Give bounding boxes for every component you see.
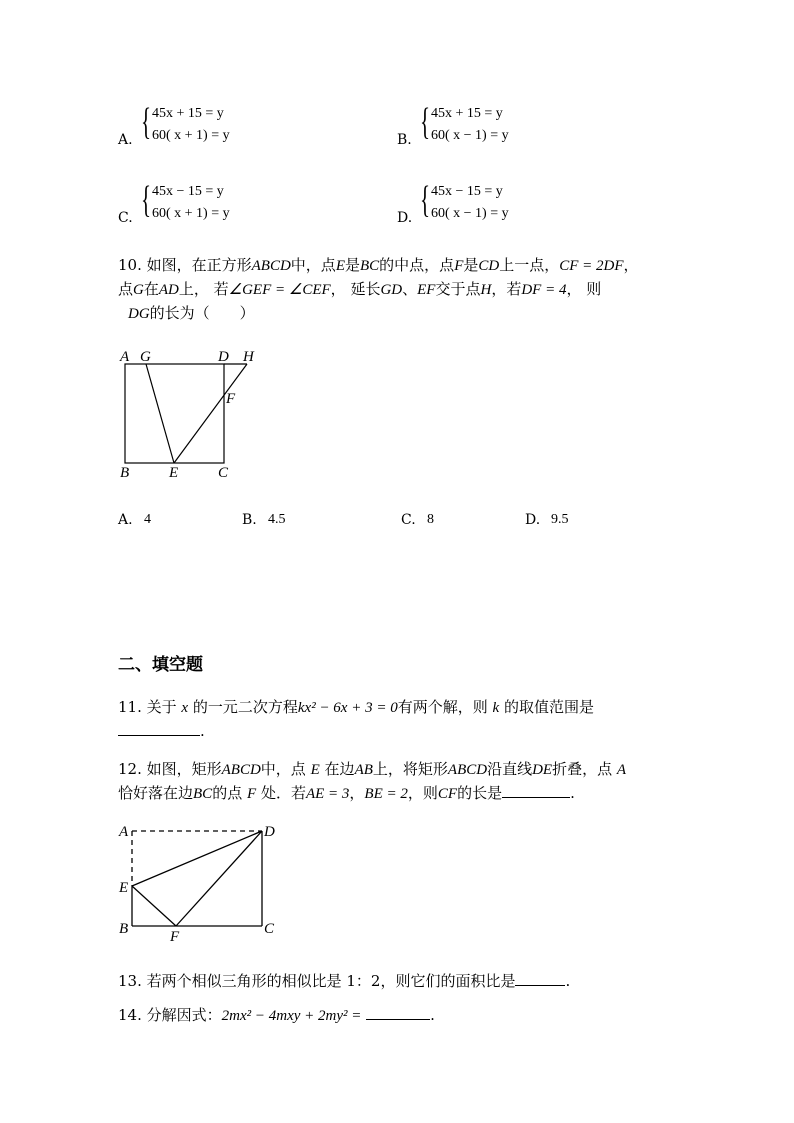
answer-blank[interactable] <box>118 721 200 736</box>
option-letter: A. <box>118 512 133 528</box>
segment-ge <box>146 364 174 463</box>
equation-2: 60( x + 1) = y <box>152 128 230 143</box>
label-c: C <box>264 921 275 937</box>
equation-1: 45x + 15 = y <box>152 106 224 121</box>
section-title: 二、填空题 <box>118 655 203 675</box>
option-value: 4 <box>144 512 151 527</box>
q10-line-3: DG的长为（ ） <box>128 304 255 322</box>
label-b: B <box>120 465 130 481</box>
label-c: C <box>218 465 229 481</box>
q11-line-1: 11. 关于 x 的一元二次方程kx² − 6x + 3 = 0有两个解，则 k 的取值范围是 <box>118 698 594 716</box>
q10-figure <box>110 340 270 485</box>
option-letter: B. <box>242 512 257 528</box>
label-g: G <box>140 349 151 365</box>
segment-fd <box>176 831 262 926</box>
q12-line-2: 恰好落在边BC的点 F 处．若AE = 3，BE = 2，则CF的长是 . <box>118 784 575 802</box>
answer-blank[interactable] <box>366 1005 430 1020</box>
equation-2: 60( x − 1) = y <box>431 206 509 221</box>
q14-line: 14. 分解因式：2mx² − 4mxy + 2my² = . <box>118 1006 435 1024</box>
equation-1: 45x + 15 = y <box>431 106 503 121</box>
brace-icon: { <box>420 179 431 221</box>
option-letter: C. <box>401 512 416 528</box>
option-value: 8 <box>427 512 434 527</box>
label-d: D <box>264 824 275 840</box>
brace-icon: { <box>141 101 152 143</box>
segment-ed <box>132 831 262 886</box>
equation-2: 60( x + 1) = y <box>152 206 230 221</box>
option-letter: B. <box>397 132 412 148</box>
option-value: 9.5 <box>551 512 569 527</box>
option-letter: D. <box>397 210 413 226</box>
option-letter: D. <box>525 512 541 528</box>
q10-line-1: 10. 如图，在正方形ABCD中，点E是BC的中点，点F是CD上一点，CF = 2DF， <box>118 256 639 274</box>
q10-line-2: 点G在AD上， 若∠GEF = ∠CEF， 延长GD、EF交于点H，若DF = 4， 则 <box>118 280 602 298</box>
segment-ef <box>132 886 176 926</box>
label-f: F <box>170 929 180 945</box>
label-d: D <box>218 349 229 365</box>
square-abcd <box>125 364 224 463</box>
q12-line-1: 12. 如图，矩形ABCD中，点 E 在边AB上，将矩形ABCD沿直线DE折叠，点 A <box>118 760 627 778</box>
label-e: E <box>119 880 129 896</box>
q13-line: 13. 若两个相似三角形的相似比是 1：2，则它们的面积比是 . <box>118 972 571 990</box>
option-value: 4.5 <box>268 512 286 527</box>
label-h: H <box>243 349 254 365</box>
label-a: A <box>119 824 129 840</box>
option-letter: A. <box>118 132 133 148</box>
label-b: B <box>119 921 129 937</box>
answer-blank[interactable] <box>502 783 570 798</box>
label-e: E <box>169 465 179 481</box>
brace-icon: { <box>141 179 152 221</box>
segment-eh <box>174 364 247 463</box>
option-letter: C. <box>118 210 133 226</box>
equation-1: 45x − 15 = y <box>152 184 224 199</box>
equation-2: 60( x − 1) = y <box>431 128 509 143</box>
label-f: F <box>226 391 236 407</box>
brace-icon: { <box>420 101 431 143</box>
label-a: A <box>120 349 130 365</box>
q12-figure <box>110 815 290 945</box>
equation-1: 45x − 15 = y <box>431 184 503 199</box>
answer-blank[interactable] <box>515 971 565 986</box>
q11-line-2: . <box>118 721 205 740</box>
